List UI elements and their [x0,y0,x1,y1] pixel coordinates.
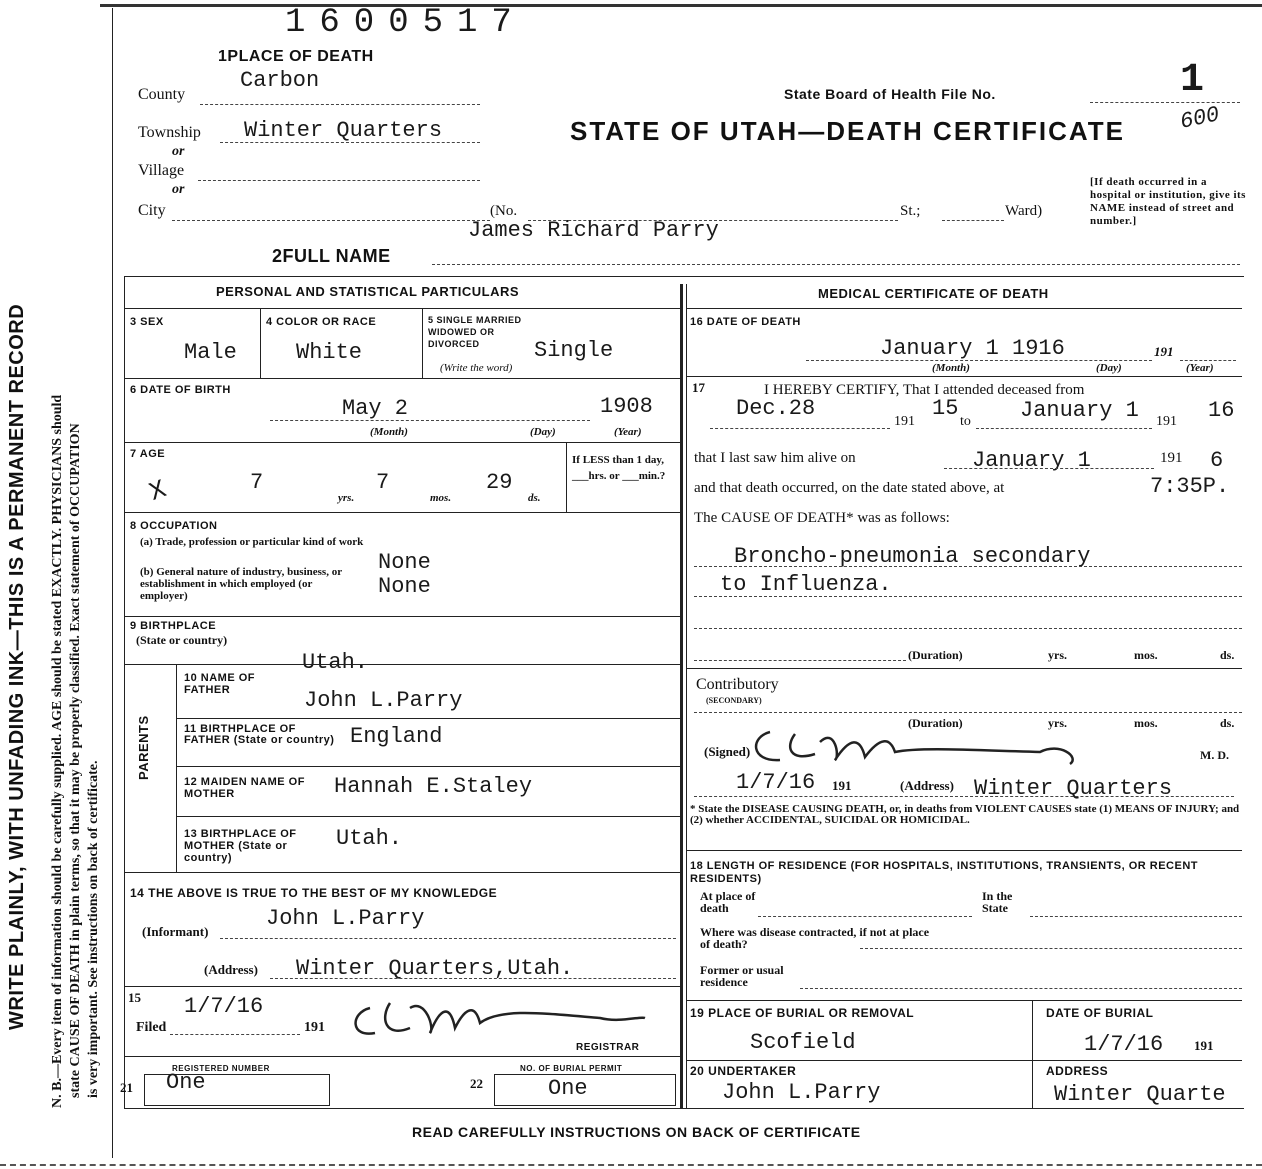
registrar-signature [340,988,660,1048]
burial-place-label: 19 PLACE OF BURIAL OR REMOVAL [690,1006,915,1020]
township-value: Winter Quarters [244,118,443,143]
last-saw-value: January 1 [972,448,1091,473]
undertaker-value: John L.Parry [722,1080,881,1105]
personal-heading: PERSONAL AND STATISTICAL PARTICULARS [216,284,520,299]
city-label: City [138,202,166,219]
age-label: 7 AGE [130,448,166,460]
father-name-label: 10 NAME OF FATHER [184,672,256,696]
occurred-text: and that death occurred, on the date stated above, at [694,480,1005,496]
less-than-day-label: If LESS than 1 day, ___hrs. or ___min.? [572,454,666,482]
attended-from-value: Dec.28 [736,396,816,421]
permanent-record-notice: WRITE PLAINLY, WITH UNFADING INK—THIS IS A PERMANENT RECORD [6,303,28,1030]
date-of-death-value: January 1 1916 [880,336,1065,361]
burial-permit-value: One [548,1076,588,1101]
nb-instructions-2: state CAUSE OF DEATH in plain terms, so that it may be properly classified. Exact statement of OCCUPATION [68,423,83,1098]
registrar-label: REGISTRAR [576,1042,640,1053]
age-days: 29 [486,470,513,495]
township-label: Township [138,124,201,141]
informant-heading: 14 THE ABOVE IS TRUE TO THE BEST OF MY KNOWLEDGE [130,886,498,900]
nb-instructions-1: N. B.—Every item of information should be carefully supplied. AGE should be stated EXACTLY. PHYSICIANS should [50,394,65,1108]
occupation-label: 8 OCCUPATION [130,520,218,532]
file-no-value: 1 [1180,58,1205,103]
burial-date-value: 1/7/16 [1084,1032,1164,1057]
physician-signature [740,722,1100,772]
marital-label: 5 SINGLE MARRIED WIDOWED OR DIVORCED [428,315,522,349]
county-value: Carbon [240,68,320,93]
occupation-industry-value: None [378,574,431,599]
dob-label: 6 DATE OF BIRTH [130,384,231,396]
full-name-label: 2FULL NAME [272,246,391,266]
signed-label: (Signed) [704,744,751,759]
marital-value: Single [534,338,614,363]
file-no-label: State Board of Health File No. [784,86,996,102]
stamp-number: 1600517 [285,4,526,42]
father-birthplace-value: England [350,724,443,749]
contributory-label: Contributory [696,676,779,693]
last-saw-text: that I last saw him alive on [694,450,856,466]
registered-number-value: One [166,1070,206,1095]
birthplace-value: Utah. [302,650,369,675]
full-name-value: James Richard Parry [468,218,719,243]
residence-at-place: At place of death [700,889,756,915]
age-years: 7 [250,470,264,495]
filed-label: Filed [136,1020,167,1035]
residence-label: 18 LENGTH OF RESIDENCE (FOR HOSPITALS, INSTITUTIONS, TRANSIENTS, OR RECENT RESIDENTS) [690,860,1198,885]
birthplace-label: 9 BIRTHPLACE [130,620,217,632]
race-value: White [296,340,363,365]
father-birthplace-label: 11 BIRTHPLACE OF FATHER (State or country) [184,723,335,746]
cause-line-1: Broncho-pneumonia secondary [734,544,1091,569]
father-name-value: John L.Parry [304,688,463,713]
residence-in-state: In the State [982,889,1013,915]
attended-to-year: 16 [1208,398,1235,423]
burial-date-label: DATE OF BURIAL [1046,1006,1154,1020]
certificate-title: STATE OF UTAH—DEATH CERTIFICATE [570,116,1125,146]
physician-address-value: Winter Quarters [974,776,1173,801]
mother-birthplace-label: 13 BIRTHPLACE OF MOTHER (State or country) [184,828,297,864]
sex-label: 3 SEX [130,316,164,328]
hospital-note: [If death occurred in a hospital or institution, give its NAME instead of street and number.] [1090,176,1246,227]
dob-value: May 2 [342,396,409,421]
undertaker-label: 20 UNDERTAKER [690,1064,797,1078]
place-of-death-heading: 1PLACE OF DEATH [218,48,374,65]
where-contracted-label: Where was disease contracted, if not at place of death? [700,925,930,951]
last-saw-year: 6 [1210,448,1224,473]
parents-side-label: PARENTS [136,715,151,780]
attended-from-year: 15 [932,396,959,421]
undertaker-address-value: Winter Quarte [1054,1082,1226,1107]
file-note: 600 [1177,102,1222,135]
cause-footnote: * State the DISEASE CAUSING DEATH, or, in deaths from VIOLENT CAUSES state (1) MEANS OF INJURY; and (2) whether ACCIDENTAL, SUICIDAL OR HOMICIDAL. [690,803,1240,826]
dob-year: 1908 [600,394,653,419]
village-label: Village [138,162,185,179]
informant-value: John L.Parry [266,906,425,931]
signed-date-value: 1/7/16 [736,770,816,795]
filed-date-value: 1/7/16 [184,994,264,1019]
top-border [100,4,1262,7]
sex-value: Male [184,340,237,365]
mother-name-label: 12 MAIDEN NAME OF MOTHER [184,776,305,800]
county-label: County [138,86,186,103]
medical-heading: MEDICAL CERTIFICATE OF DEATH [818,286,1049,301]
nb-instructions-3: is very important. See instructions on back of certificate. [86,760,101,1098]
burial-place-value: Scofield [750,1030,856,1055]
cause-line-2: to Influenza. [720,572,892,597]
cause-text: The CAUSE OF DEATH* was as follows: [694,510,950,526]
occupation-trade-value: None [378,550,431,575]
race-label: 4 COLOR OR RACE [266,316,377,328]
date-of-death-label: 16 DATE OF DEATH [690,316,801,328]
mother-birthplace-value: Utah. [336,826,403,851]
former-residence-label: Former or usual residence [700,963,784,989]
time-of-death-value: 7:35P. [1150,474,1230,499]
mother-name-value: Hannah E.Staley [334,774,533,799]
footer-instructions: READ CAREFULLY INSTRUCTIONS ON BACK OF CERTIFICATE [412,1124,861,1140]
undertaker-address-label: ADDRESS [1046,1064,1109,1078]
age-months: 7 [376,470,390,495]
attended-to-value: January 1 [1020,398,1139,423]
certify-text: I HEREBY CERTIFY, That I attended deceased from [764,382,1085,398]
informant-address-value: Winter Quarters,Utah. [296,956,574,981]
margin-rule [112,8,113,1158]
